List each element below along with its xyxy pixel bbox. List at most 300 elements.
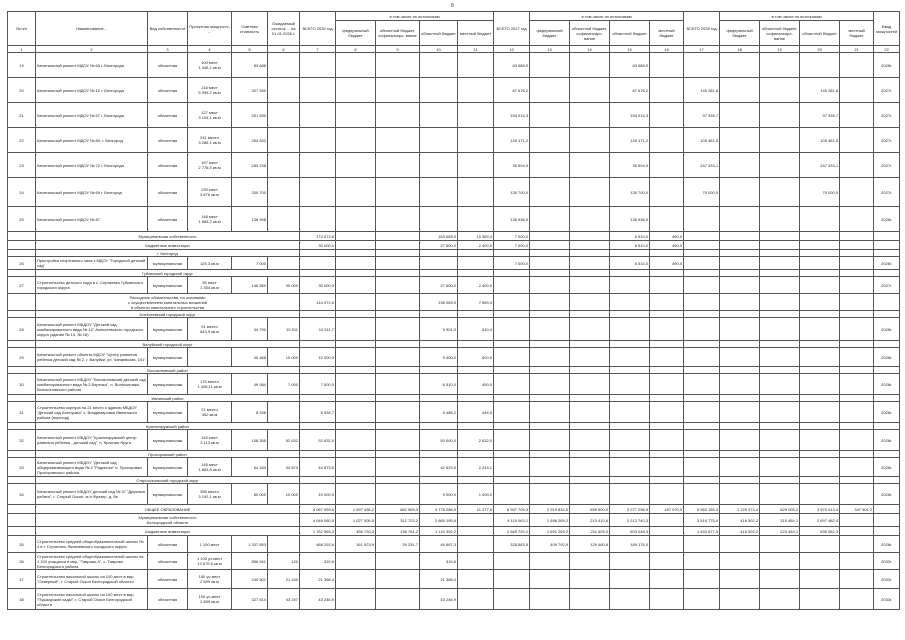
table-cell	[800, 348, 840, 367]
table-cell	[570, 53, 610, 78]
subtotal-value: 1 696 269,2	[530, 514, 570, 527]
subtotal-value	[840, 527, 874, 536]
table-cell	[376, 270, 420, 277]
table-cell	[650, 277, 684, 294]
table-cell	[760, 374, 800, 395]
table-cell: 7 000,0	[494, 257, 530, 270]
table-cell	[720, 78, 760, 103]
table-cell	[420, 103, 458, 128]
table-cell: муниципальная	[148, 318, 188, 341]
subtotal-value	[840, 294, 874, 311]
table-cell: 40 468	[232, 348, 268, 367]
table-cell: областная	[148, 536, 188, 553]
table-cell	[684, 536, 720, 553]
table-cell	[874, 514, 900, 527]
table-cell	[874, 451, 900, 458]
table-cell	[336, 570, 376, 589]
table-cell: 200 700	[232, 178, 268, 207]
table-cell	[494, 348, 530, 367]
table-cell: Капитальный ремонт МДОУ № 72 г. Белгорода	[36, 153, 148, 178]
table-cell: 43 246,9	[420, 589, 458, 610]
table-cell	[300, 178, 336, 207]
table-cell	[720, 423, 760, 430]
table-cell	[840, 458, 874, 477]
table-cell	[570, 430, 610, 451]
table-cell	[494, 341, 530, 348]
header-local: местный бюджет	[840, 21, 874, 46]
table-cell: 10 000,0	[300, 348, 336, 367]
table-cell	[650, 589, 684, 610]
column-number: 22	[874, 46, 900, 53]
table-cell	[268, 402, 300, 423]
column-number: 1	[8, 46, 36, 53]
table-cell	[760, 484, 800, 505]
table-cell: 97 335,7	[684, 103, 720, 128]
table-cell: 610,4	[458, 318, 494, 341]
table-cell: 9 000,0	[420, 484, 458, 505]
table-cell	[570, 477, 610, 484]
table-cell	[458, 207, 494, 232]
table-cell	[530, 374, 570, 395]
table-cell	[420, 178, 458, 207]
subtotal-value: 2 680 195,6	[420, 514, 458, 527]
table-cell	[610, 451, 650, 458]
table-cell: 80 000	[232, 484, 268, 505]
table-cell	[376, 311, 420, 318]
table-cell	[458, 250, 494, 257]
table-cell	[268, 153, 300, 178]
subtotal-value	[720, 232, 760, 241]
table-cell	[336, 367, 376, 374]
table-cell	[300, 341, 336, 348]
table-cell: Строительство корпуса на 21 место к зданию МБДОУ "Детский сад Аленушка" с. Владимировка Ивнянского района (переход)	[36, 402, 148, 423]
table-cell	[530, 430, 570, 451]
table-cell: 9 400,0	[420, 348, 458, 367]
table-cell	[800, 423, 840, 430]
table-cell	[570, 570, 610, 589]
table-cell	[874, 423, 900, 430]
table-cell	[570, 402, 610, 423]
table-cell	[458, 589, 494, 610]
subtotal-label: Муниципальная собственность Белгородской области	[36, 514, 300, 527]
section-header-row	[8, 367, 900, 374]
table-cell: 1 100 уч.мест 13 679,5 кв.м	[188, 553, 232, 570]
table-cell: 83 686,0	[610, 53, 650, 78]
header-regional: областной бюджет	[800, 21, 840, 46]
table-cell	[800, 458, 840, 477]
subtotal-value	[650, 527, 684, 536]
table-cell	[874, 505, 900, 514]
subtotal-value: 319 484,1	[760, 514, 800, 527]
table-cell	[268, 207, 300, 232]
table-cell	[570, 270, 610, 277]
table-cell: Капитальный ремонт МДОУ № 65 г. Белгорода	[36, 53, 148, 78]
table-cell	[840, 153, 874, 178]
subtotal-value: 136 065,0	[420, 294, 458, 311]
table-cell	[300, 103, 336, 128]
table-cell	[760, 348, 800, 367]
subtotal-row	[8, 514, 900, 527]
table-cell: 130 700,0	[494, 178, 530, 207]
subtotal-value	[760, 294, 800, 311]
table-cell: 46 867,3	[420, 536, 458, 553]
table-row	[8, 570, 900, 589]
table-cell: 2026г.	[874, 257, 900, 270]
column-number: 8	[336, 46, 376, 53]
table-cell: 138 998	[232, 207, 268, 232]
table-cell: 87 676,2	[494, 78, 530, 103]
table-cell	[420, 341, 458, 348]
table-cell	[760, 430, 800, 451]
subtotal-value: 3 516 775,0	[684, 514, 720, 527]
table-cell	[610, 367, 650, 374]
table-cell: 146 550	[232, 277, 268, 294]
table-cell	[610, 277, 650, 294]
table-cell	[800, 250, 840, 257]
table-cell	[530, 423, 570, 430]
table-cell	[800, 477, 840, 484]
table-cell	[760, 153, 800, 178]
table-cell	[840, 395, 874, 402]
table-cell	[336, 451, 376, 458]
table-cell: 2026г.	[874, 348, 900, 367]
section-label: г. Белгород	[36, 250, 300, 257]
table-cell	[570, 458, 610, 477]
subtotal-value	[650, 294, 684, 311]
table-cell: 52 632	[268, 430, 300, 451]
table-cell	[610, 311, 650, 318]
table-cell: 27	[8, 277, 36, 294]
table-cell	[840, 103, 874, 128]
table-cell	[300, 78, 336, 103]
table-cell	[376, 553, 420, 570]
table-cell	[336, 402, 376, 423]
table-cell	[268, 178, 300, 207]
table-cell: 2027г.	[874, 78, 900, 103]
subtotal-value	[650, 514, 684, 527]
table-cell	[530, 257, 570, 270]
subtotal-row	[8, 241, 900, 250]
column-number: 4	[188, 46, 232, 53]
table-cell	[840, 78, 874, 103]
table-cell	[840, 484, 874, 505]
table-cell: областная	[148, 128, 188, 153]
subtotal-value: 6 510,0	[610, 232, 650, 241]
table-cell	[840, 374, 874, 395]
table-cell	[300, 367, 336, 374]
subtotal-value	[458, 527, 494, 536]
table-cell	[800, 311, 840, 318]
table-cell	[8, 270, 36, 277]
table-cell	[458, 128, 494, 153]
table-cell	[458, 477, 494, 484]
table-cell	[840, 451, 874, 458]
table-cell	[458, 423, 494, 430]
table-cell	[376, 395, 420, 402]
table-cell	[8, 527, 36, 536]
table-cell	[494, 374, 530, 395]
table-cell	[720, 53, 760, 78]
table-cell	[336, 103, 376, 128]
table-cell	[494, 430, 530, 451]
subtotal-value: 5 962 155,3	[684, 505, 720, 514]
table-cell	[720, 589, 760, 610]
table-cell	[840, 311, 874, 318]
table-cell: 20	[8, 78, 36, 103]
table-cell: 5 934,7	[300, 402, 336, 423]
table-cell	[800, 277, 840, 294]
table-cell	[840, 341, 874, 348]
table-cell	[800, 553, 840, 570]
column-number: 10	[420, 46, 458, 53]
table-cell	[650, 553, 684, 570]
table-cell	[420, 250, 458, 257]
table-cell	[376, 318, 420, 341]
table-cell	[684, 348, 720, 367]
subtotal-value	[720, 294, 760, 311]
table-cell	[8, 423, 36, 430]
table-cell	[336, 318, 376, 341]
subtotal-value	[684, 232, 720, 241]
table-cell	[720, 207, 760, 232]
table-cell	[800, 589, 840, 610]
table-cell	[720, 341, 760, 348]
header-federal: федеральный бюджет	[720, 21, 760, 46]
table-cell	[684, 277, 720, 294]
table-cell	[530, 451, 570, 458]
table-cell: 10 000,0	[300, 484, 336, 505]
table-cell	[720, 477, 760, 484]
subtotal-row	[8, 232, 900, 241]
table-cell: 2026г.	[874, 207, 900, 232]
table-cell: Капитальный ремонт объекта МДОУ "Центр развития ребенка детский сад № 2, г. Валуйки, ул. Чапаевская, 101"	[36, 348, 148, 367]
table-cell: 240 501	[232, 570, 268, 589]
table-row	[8, 430, 900, 451]
table-cell: 10 511	[268, 318, 300, 341]
table-cell	[760, 395, 800, 402]
header-commission: Ввод мощностей	[874, 12, 900, 46]
table-cell	[530, 395, 570, 402]
table-row	[8, 348, 900, 367]
table-cell: 100 уч.мест 2 899 кв.м	[188, 589, 232, 610]
subtotal-value: 2 212 740,3	[610, 514, 650, 527]
table-cell	[376, 402, 420, 423]
table-cell: 21 160	[268, 570, 300, 589]
table-cell: областная	[148, 553, 188, 570]
investment-table	[7, 11, 900, 610]
subtotal-value: 1 229 274,4	[720, 505, 760, 514]
table-cell: 328 583,5	[494, 536, 530, 553]
table-cell: 37	[8, 570, 36, 589]
table-cell	[840, 257, 874, 270]
table-cell	[650, 367, 684, 374]
table-cell	[300, 153, 336, 178]
table-cell: 23	[8, 153, 36, 178]
table-cell: 31	[8, 402, 36, 423]
table-cell	[720, 103, 760, 128]
table-cell	[610, 270, 650, 277]
subtotal-value: 10 369,3	[458, 232, 494, 241]
table-cell	[336, 53, 376, 78]
table-cell	[874, 270, 900, 277]
subtotal-value: 2 569 720,1	[494, 527, 530, 536]
subtotal-label: Расходные обязательства, на основании с осуществлением капитальных вложений в объекты капитального строительства	[36, 294, 300, 311]
table-cell: 30	[8, 374, 36, 395]
table-cell	[800, 207, 840, 232]
table-cell: областная	[148, 589, 188, 610]
table-cell: 21	[8, 103, 36, 128]
table-cell: 856 941	[232, 553, 268, 570]
subtotal-value: 2 697 482,4	[800, 514, 840, 527]
table-cell: областная	[148, 178, 188, 207]
table-cell	[570, 341, 610, 348]
table-cell: 2026г.	[874, 53, 900, 78]
table-cell	[376, 589, 420, 610]
table-cell	[840, 536, 874, 553]
table-cell	[760, 178, 800, 207]
table-cell	[760, 477, 800, 484]
table-cell	[420, 207, 458, 232]
column-number: 3	[148, 46, 188, 53]
table-cell	[494, 277, 530, 294]
table-cell	[336, 553, 376, 570]
table-cell: 29	[8, 348, 36, 367]
table-cell	[530, 78, 570, 103]
table-cell: 2033г.	[874, 589, 900, 610]
table-cell: 36	[8, 553, 36, 570]
table-cell	[420, 367, 458, 374]
subtotal-label: ОБЩЕЕ ОБРАЗОВАНИЕ	[36, 505, 300, 514]
table-row	[8, 402, 900, 423]
table-cell	[420, 451, 458, 458]
table-cell	[300, 423, 336, 430]
table-cell: 34 790	[232, 318, 268, 341]
table-cell	[684, 484, 720, 505]
table-cell	[570, 153, 610, 178]
table-cell: муниципальная	[148, 402, 188, 423]
subtotal-value: 312 722,2	[376, 514, 420, 527]
subtotal-value: 7 000,0	[494, 241, 530, 250]
header-total-2026: ВСЕГО 2026 год	[300, 12, 336, 46]
table-cell	[570, 103, 610, 128]
table-cell	[458, 395, 494, 402]
subtotal-value: 1 697 436,2	[336, 505, 376, 514]
column-number: 18	[720, 46, 760, 53]
table-cell: 251 550	[232, 103, 268, 128]
table-cell	[760, 103, 800, 128]
table-cell	[376, 423, 420, 430]
table-cell	[494, 311, 530, 318]
table-cell	[840, 53, 874, 78]
table-cell	[840, 477, 874, 484]
table-cell: Строительство детского сада в с. Сергиевка Губкинского городского округа	[36, 277, 148, 294]
table-cell	[720, 153, 760, 178]
header-regional: областной бюджет	[610, 21, 650, 46]
table-cell	[530, 178, 570, 207]
table-cell	[458, 178, 494, 207]
subtotal-value: 163 665,0	[420, 232, 458, 241]
table-cell	[840, 402, 874, 423]
table-body	[8, 46, 900, 610]
table-cell: 1 000,0	[458, 484, 494, 505]
table-cell	[8, 505, 36, 514]
table-cell	[8, 367, 36, 374]
table-cell	[300, 128, 336, 153]
table-cell	[650, 348, 684, 367]
table-cell	[720, 128, 760, 153]
table-cell	[494, 395, 530, 402]
section-label: Краснояружский район	[36, 423, 300, 430]
table-cell: 35 904,9	[494, 153, 530, 178]
table-cell	[720, 178, 760, 207]
table-cell: Капитальный ремонт МБДОУ "Волоконовский детский сад комбинированного вида № 3 Березка", п. Волоконовка, Волоконовского района	[36, 374, 148, 395]
header-owner: Вид собственности	[148, 12, 188, 46]
table-cell	[874, 395, 900, 402]
table-cell: областная	[148, 103, 188, 128]
table-cell	[494, 367, 530, 374]
table-cell	[650, 53, 684, 78]
table-cell: 145 мест 1 863,8 кв.м	[188, 458, 232, 477]
table-cell	[300, 270, 336, 277]
table-cell	[530, 402, 570, 423]
table-cell	[300, 451, 336, 458]
table-cell: 70 000,0	[684, 178, 720, 207]
table-cell	[458, 78, 494, 103]
subtotal-value	[570, 232, 610, 241]
table-cell	[684, 270, 720, 277]
table-cell	[420, 257, 458, 270]
table-cell	[874, 341, 900, 348]
table-cell: 100 мест 1 346,1 кв.м	[188, 53, 232, 78]
table-cell: 488 292,6	[300, 536, 336, 553]
table-cell	[336, 207, 376, 232]
table-cell	[840, 318, 874, 341]
table-cell	[760, 257, 800, 270]
table-cell: 10 511,7	[300, 318, 336, 341]
table-cell	[8, 477, 36, 484]
table-cell: Капитальный ремонт МБДОУ "Детский сад общеразвивающего вида № 2 "Родничок" п. Прохоровка Прохоровского района	[36, 458, 148, 477]
table-cell	[800, 451, 840, 458]
section-label: Прохоровский район	[36, 451, 300, 458]
table-cell	[494, 589, 530, 610]
table-cell	[684, 458, 720, 477]
subtotal-value: 490,0	[650, 241, 684, 250]
table-cell: 30 000,0	[300, 277, 336, 294]
table-cell	[376, 257, 420, 270]
table-cell	[458, 536, 494, 553]
table-cell	[684, 311, 720, 318]
table-cell: 230 мест 3 676 кв.м	[188, 178, 232, 207]
subtotal-value	[336, 241, 376, 250]
table-cell	[570, 257, 610, 270]
subtotal-value: 6 997 709,3	[494, 505, 530, 514]
table-cell	[720, 451, 760, 458]
table-cell	[530, 153, 570, 178]
table-cell	[760, 536, 800, 553]
header-total-2028: ВСЕГО 2028 год	[684, 12, 720, 46]
table-cell	[530, 103, 570, 128]
table-cell: муниципальная	[148, 374, 188, 395]
table-cell	[610, 341, 650, 348]
table-cell	[610, 348, 650, 367]
table-cell: 49 984	[232, 374, 268, 395]
table-cell	[800, 536, 840, 553]
subtotal-value	[530, 294, 570, 311]
table-cell: 22	[8, 128, 36, 153]
table-cell	[874, 367, 900, 374]
table-cell	[8, 395, 36, 402]
table-cell: 127 мест 3 104,1 кв.м	[188, 103, 232, 128]
